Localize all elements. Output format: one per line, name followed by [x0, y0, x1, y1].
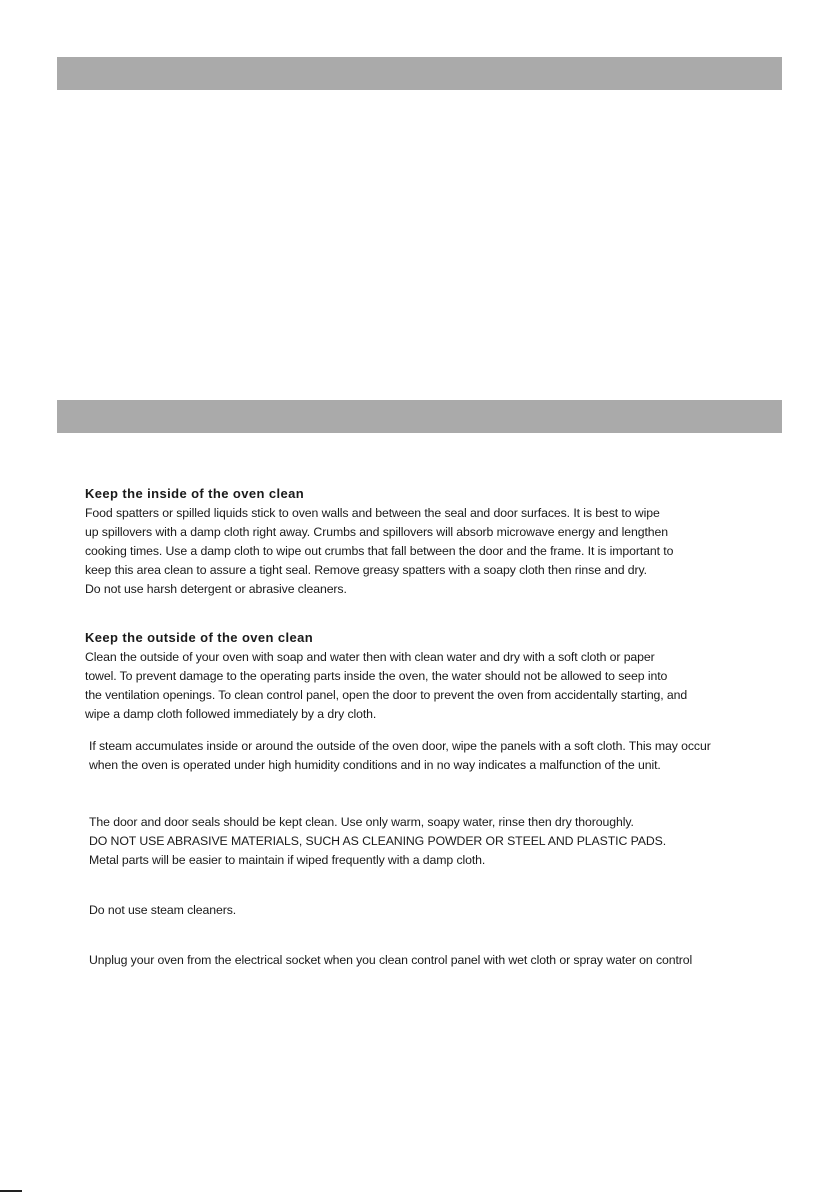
unplug-note: Unplug your oven from the electrical socket when you clean control panel with wet cloth or spray water on control: [89, 953, 693, 967]
paragraph-line: towel. To prevent damage to the operating parts inside the oven, the water should not be allowed to seep into: [85, 669, 668, 683]
paragraph-line: Metal parts will be easier to maintain if wiped frequently with a damp cloth.: [89, 853, 486, 867]
heading-outside-clean: Keep the outside of the oven clean: [85, 630, 314, 645]
heading-inside-clean: Keep the inside of the oven clean: [85, 486, 305, 501]
section-header-bar-top: [57, 57, 782, 90]
paragraph-line: up spillovers with a damp cloth right away. Crumbs and spillovers will absorb microwave energy and lengthen: [85, 525, 669, 539]
steam-cleaners-note: Do not use steam cleaners.: [89, 903, 237, 917]
paragraph-line: when the oven is operated under high humidity conditions and in no way indicates a malfunction of the unit.: [89, 758, 661, 772]
paragraph-line: Do not use harsh detergent or abrasive cleaners.: [85, 582, 347, 596]
paragraph-line: DO NOT USE ABRASIVE MATERIALS, SUCH AS CLEANING POWDER OR STEEL AND PLASTIC PADS.: [89, 834, 667, 848]
paragraph-line: cooking times. Use a damp cloth to wipe out crumbs that fall between the door and the frame. It is important to: [85, 544, 674, 558]
section-header-bar-care: [57, 400, 782, 433]
paragraph-line: Food spatters or spilled liquids stick to oven walls and between the seal and door surfaces. It is best to wipe: [85, 506, 660, 520]
paragraph-line: keep this area clean to assure a tight seal. Remove greasy spatters with a soapy cloth then rinse and dry.: [85, 563, 647, 577]
paragraph-line: wipe a damp cloth followed immediately by a dry cloth.: [85, 707, 377, 721]
paragraph-line: Clean the outside of your oven with soap and water then with clean water and dry with a soft cloth or paper: [85, 650, 655, 664]
paragraph-line: The door and door seals should be kept clean. Use only warm, soapy water, rinse then dry thoroughly.: [89, 815, 634, 829]
paragraph-line: If steam accumulates inside or around the outside of the oven door, wipe the panels with a soft cloth. This may occur: [89, 739, 711, 753]
paragraph-line: the ventilation openings. To clean control panel, open the door to prevent the oven from accidentally starting, and: [85, 688, 688, 702]
